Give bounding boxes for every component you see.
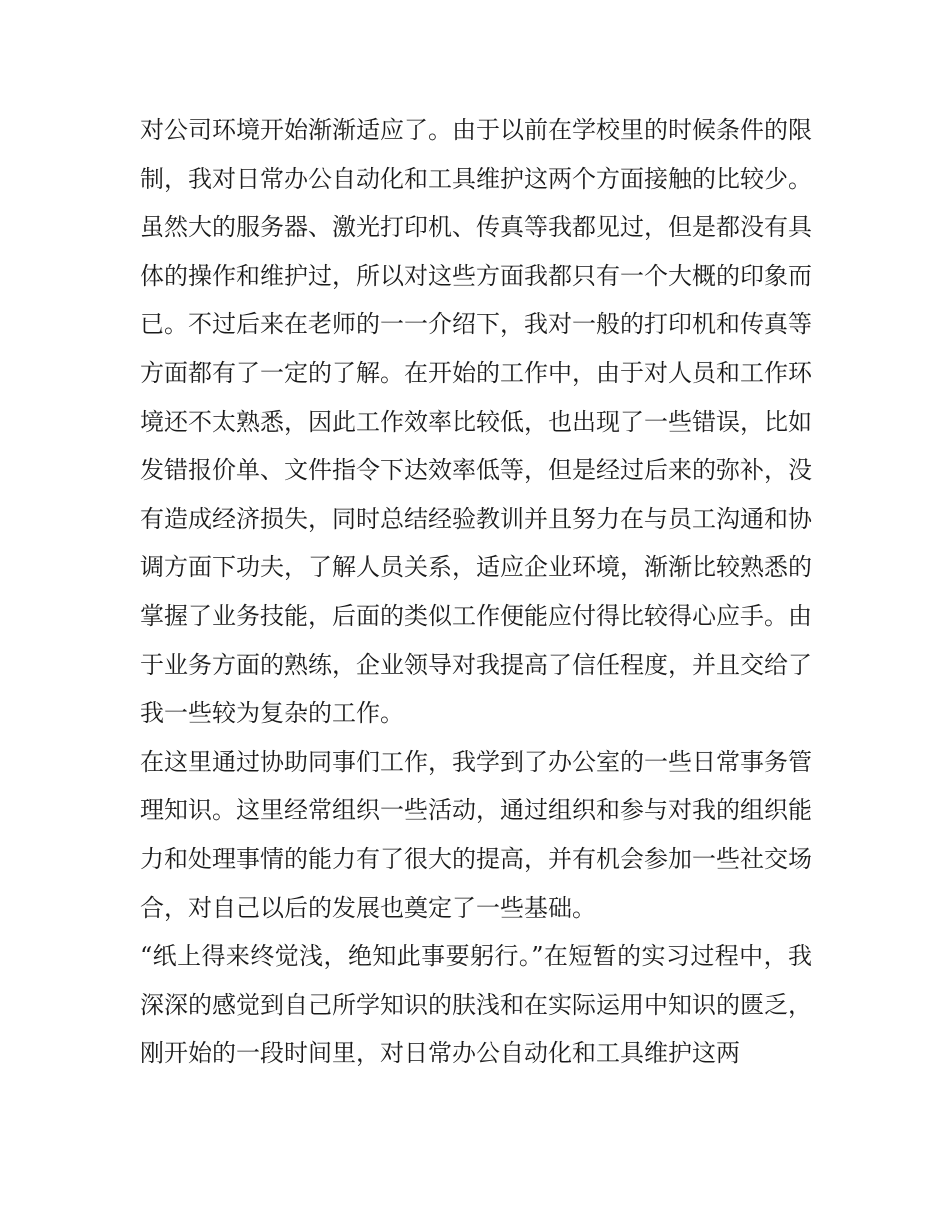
body-text — [140, 106, 812, 1078]
paragraph-2: 在这里通过协助同事们工作，我学到了办公室的一些日常事务管理知识。这里经常组织一些活动，通过组织和参与对我的组织能力和处理事情的能力有了很大的提高，并有机会参加一些社交场合，对自己以后的发展也奠定了一些基础。 — [140, 747, 812, 922]
paragraph-1: 对公司环境开始渐渐适应了。由于以前在学校里的时候条件的限制，我对日常办公自动化和工具维护这两个方面接触的比较少。虽然大的服务器、激光打印机、传真等我都见过，但是都没有具体的操作和维护过，所以对这些方面我都只有一个大概的印象而已。不过后来在老师的一一介绍下，我对一般的打印机和传真等方面都有了一定的了解。在开始的工作中，由于对人员和工作环境还不太熟悉，因此工作效率比较低，也出现了一些错误，比如发错报价单、文件指令下达效率低等，但是经过后来的弥补，没有造成经济损失，同时总结经验教训并且努力在与员工沟通和协调方面下功夫，了解人员关系，适应企业环境，渐渐比较熟悉的掌握了业务技能，后面的类似工作便能应付得比较得心应手。由于业务方面的熟练，企业领导对我提高了信任程度，并且交给了我一些较为复杂的工作。 — [140, 116, 812, 728]
paragraph-3: “纸上得来终觉浅，绝知此事要躬行。”在短暂的实习过程中，我深深的感觉到自己所学知识的肤浅和在实际运用中知识的匮乏，刚开始的一段时间里，对日常办公自动化和工具维护这两 — [140, 942, 812, 1068]
